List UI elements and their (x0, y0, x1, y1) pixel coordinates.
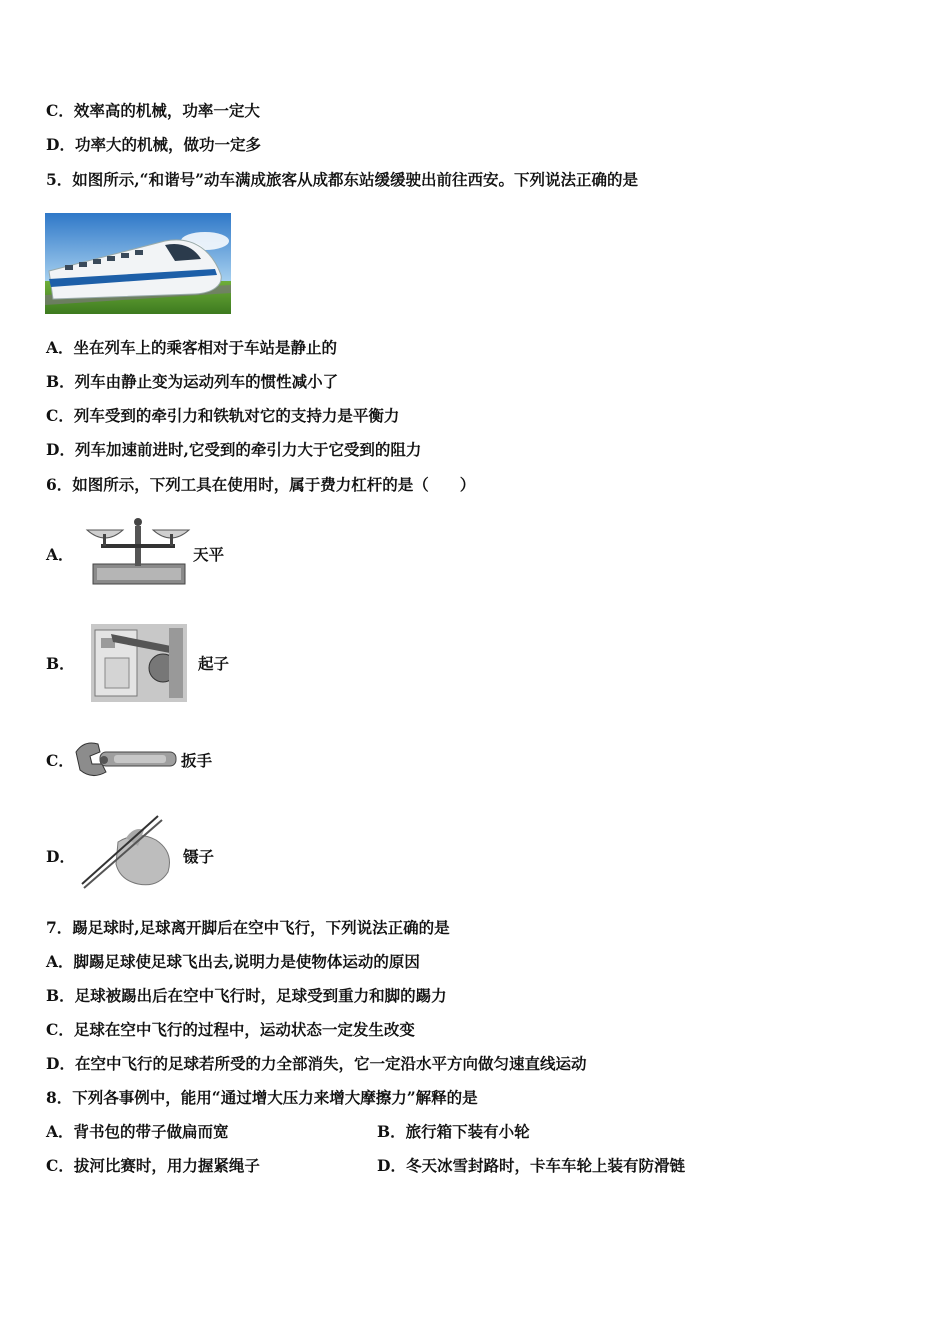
tweezers-image (78, 812, 176, 890)
q6-option-b-tool: 起子 (198, 654, 230, 673)
q5-stem: 5．如图所示,“和谐号”动车满成旅客从成都东站缓缓驶出前往西安。下列说法正确的是 (46, 170, 639, 189)
q6-option-b-letter: B． (46, 654, 75, 673)
q6-option-c-tool: 扳手 (181, 751, 213, 770)
q8-option-c: C．拔河比赛时，用力握紧绳子 (46, 1156, 260, 1175)
q6-option-c-letter: C． (46, 751, 74, 770)
q5-option-c: C．列车受到的牵引力和铁轨对它的支持力是平衡力 (46, 406, 400, 425)
q5-option-a: A．坐在列车上的乘客相对于车站是静止的 (46, 338, 338, 357)
q7-stem: 7．踢足球时,足球离开脚后在空中飞行，下列说法正确的是 (46, 918, 450, 937)
q6-option-a-tool: 天平 (193, 545, 225, 564)
q6-option-a-letter: A． (46, 545, 74, 564)
wrench-image (74, 738, 178, 782)
q6-stem: 6．如图所示，下列工具在使用时，属于费力杠杆的是（ ） (46, 475, 476, 494)
q7-option-b: B．足球被踢出后在空中飞行时，足球受到重力和脚的踢力 (46, 986, 447, 1005)
q7-option-a: A．脚踢足球使足球飞出去,说明力是使物体运动的原因 (46, 952, 420, 971)
q4-option-d: D．功率大的机械，做功一定多 (46, 135, 261, 154)
q5-option-b: B．列车由静止变为运动列车的惯性减小了 (46, 372, 339, 391)
balance-scale-image (83, 512, 193, 588)
q4-option-c: C．效率高的机械，功率一定大 (46, 101, 260, 120)
q8-stem: 8．下列各事例中，能用“通过增大压力来增大摩擦力”解释的是 (46, 1088, 478, 1107)
q7-option-d: D．在空中飞行的足球若所受的力全部消失，它一定沿水平方向做匀速直线运动 (46, 1054, 587, 1073)
q6-option-d-letter: D． (46, 847, 75, 866)
q8-option-d: D．冬天冰雪封路时，卡车车轮上装有防滑链 (377, 1156, 685, 1175)
q5-option-d: D．列车加速前进时,它受到的牵引力大于它受到的阻力 (46, 440, 422, 459)
q8-option-a: A．背书包的带子做扁而宽 (46, 1122, 229, 1141)
q6-option-d-tool: 镊子 (183, 847, 215, 866)
q7-option-c: C．足球在空中飞行的过程中，运动状态一定发生改变 (46, 1020, 415, 1039)
q8-option-b: B．旅行箱下装有小轮 (377, 1122, 530, 1141)
train-image (45, 213, 231, 314)
bottle-opener-image (91, 624, 187, 702)
